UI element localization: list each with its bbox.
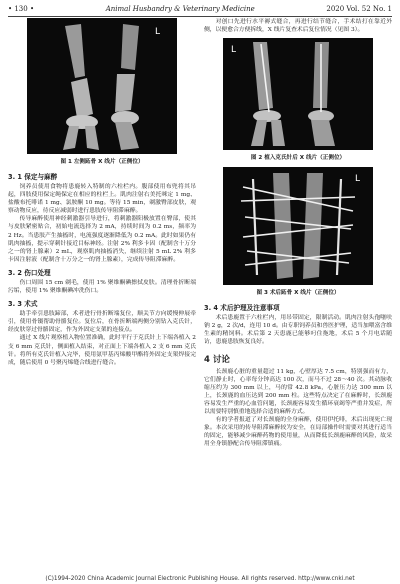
- journal-title: Animal Husbandry & Veterinary Medicine: [105, 5, 255, 13]
- xray-figure-1: [27, 18, 177, 154]
- section-4-title: 4 讨论: [204, 354, 230, 365]
- section-3-4-para-1: 术后患鹿置于六柱栏内，用吊带固定，限制活动。肌肉注射头孢噻呋钠 2 g，2 次/d，连用 10 d。由专职饲养员和兽医护理，适当加喂富含维生素的精饲料。术后第 2 天患鹿已能够叼住拖地，术后 5 个月电话随访，患鹿患肢恢复良好。: [204, 315, 392, 346]
- xray-image-2: [223, 38, 373, 150]
- issue-info: 2020 Vol. 52 No. 1: [326, 5, 392, 13]
- laterality-marker-2: L: [231, 45, 237, 56]
- page-number: • 130 •: [8, 5, 35, 13]
- right-top-para: 对创口先进行水平褥式缝合，再进行结节缝合，手术结打在靠近外侧，以便愈合方便拆线，X 线片复查术后复位情况（见图 3）。: [204, 19, 392, 34]
- right-column: [204, 18, 392, 570]
- section-4-para-2: 有的学者报道了对长颈鹿的全身麻醉，使用伊托啡，术后出现死亡现象。本次采用的传导阻滞麻醉较为安全，在局部操作时需要对其进行适当的固定，能够减少麻醉药物的使用量，从而降低长颈鹿麻醉的风险，故采用全身镇静配合传导阻滞镇痛。: [204, 417, 392, 448]
- laterality-marker-1: L: [155, 27, 161, 37]
- copyright-footer: (C)1994-2020 China Academic Journal Electronic Publishing House. All rights reserved. http://www.cnki.net: [45, 576, 355, 582]
- figure-1-caption: 图 1 左侧跖骨 X 线片（正侧位）: [60, 159, 144, 165]
- section-4-para-1: 长颈鹿心脏的重量超过 11 kg，心壁厚达 7.5 cm，特别强而有力，它们静止时，心率每分钟高达 100 次，而马不过 28～40 次。其动脉收缩压约为 300 mm 以上，马的常 42.8 kPa，心脏压力达 300 mm 以上，长颈鹿的血压达到 200 mm 柱。这些特点决定了在麻醉时，长颈鹿容易发生严重的心血管问题，长颈鹿容易发生循环衰竭等严重并发症，所以需要特别慎重地选择合适的麻醉方式。: [204, 368, 392, 416]
- section-3-1-para-2: 传导麻醉使用神经刺激器引导进行，将刺激器阳极放置在臀部，使其与皮肤紧密贴合，初始电流选择为 2 mA，持续时间为 0.2 ms，频率为 2 Hz。当患肢产生抽搐时，电流强度逐渐降低为 0.2 mA。此时如果仍有肌肉抽搐，提示穿刺针接近目标神经。注射 2% 利多卡因（配制含十万分之一的肾上腺素）2 mL，观察肌肉抽搐消失，继续注射 5 mL 2% 利多卡因注射液（配制含十万分之一的肾上腺素），完成传导阻滞麻醉。: [8, 216, 196, 263]
- section-3-3-para-1: 助手牵引患肢蹄部，术者进行骨折断端复位，顺关节方向缓慢伸展牵引，使用骨镊帮助骨骼复位。复位后，在骨折断端两侧分别钻入克氏针，经皮肤穿过骨骼固定，作为外固定支架的连接点。: [8, 311, 196, 334]
- section-3-2-para-1: 伤口周围 15 cm 剃毛，使用 1% 聚维酮碘擦拭皮肤。清理骨折断端污垢，使用 1% 聚维酮碘冲洗伤口。: [8, 279, 196, 295]
- section-3-3-para-2: 通过 X 线片观察植入物位置准确，此时平行于克氏针上下端各植入 2 支 6 mm 克氏针，侧面植入结束，对正面上下端各植入 2 支 6 mm 克氏针。将所有克氏针植入完毕，使用氨甲基丙烯酸甲酯将外固定支架焊接完成，随后使用 0 号聚丙烯缝合线进行缝合。: [8, 335, 196, 366]
- section-3-1-title: 3. 1 保定与麻醉: [8, 173, 58, 181]
- xray-figure-3: [223, 167, 373, 285]
- xray-image-3: [223, 167, 373, 285]
- section-3-2-title: 3. 2 伤口处理: [8, 268, 51, 277]
- figure-3-caption: 图 3 术后跖骨 X 线片（正侧位）: [256, 290, 340, 297]
- laterality-marker-3: L: [355, 174, 361, 185]
- xray-image-1: [27, 18, 177, 154]
- section-3-1-para-1: 饲养员使用食物将患鹿转入特制的六柱栏内。腹部使用布兜将其吊起，四肢使用保定绳保定在相应的柱栏上。肌肉注射右美托咪定 1 mg、盐酸布托啡诺 1 mg、氯胺酮 10 mg。等待 15 min，剃激臀部皮肤，观察动物反应，待反应减弱时进行患肢传导阻滞麻醉。: [8, 184, 196, 215]
- xray-figure-2: [223, 38, 373, 150]
- running-header: [8, 4, 392, 17]
- figure-2-caption: 图 2 植入克氏针后 X 线片（正侧位）: [250, 155, 346, 162]
- left-column: [8, 18, 196, 570]
- section-3-3-title: 3. 3 术式: [8, 300, 38, 309]
- section-3-4-title: 3. 4 术后护理及注意事项: [204, 304, 280, 313]
